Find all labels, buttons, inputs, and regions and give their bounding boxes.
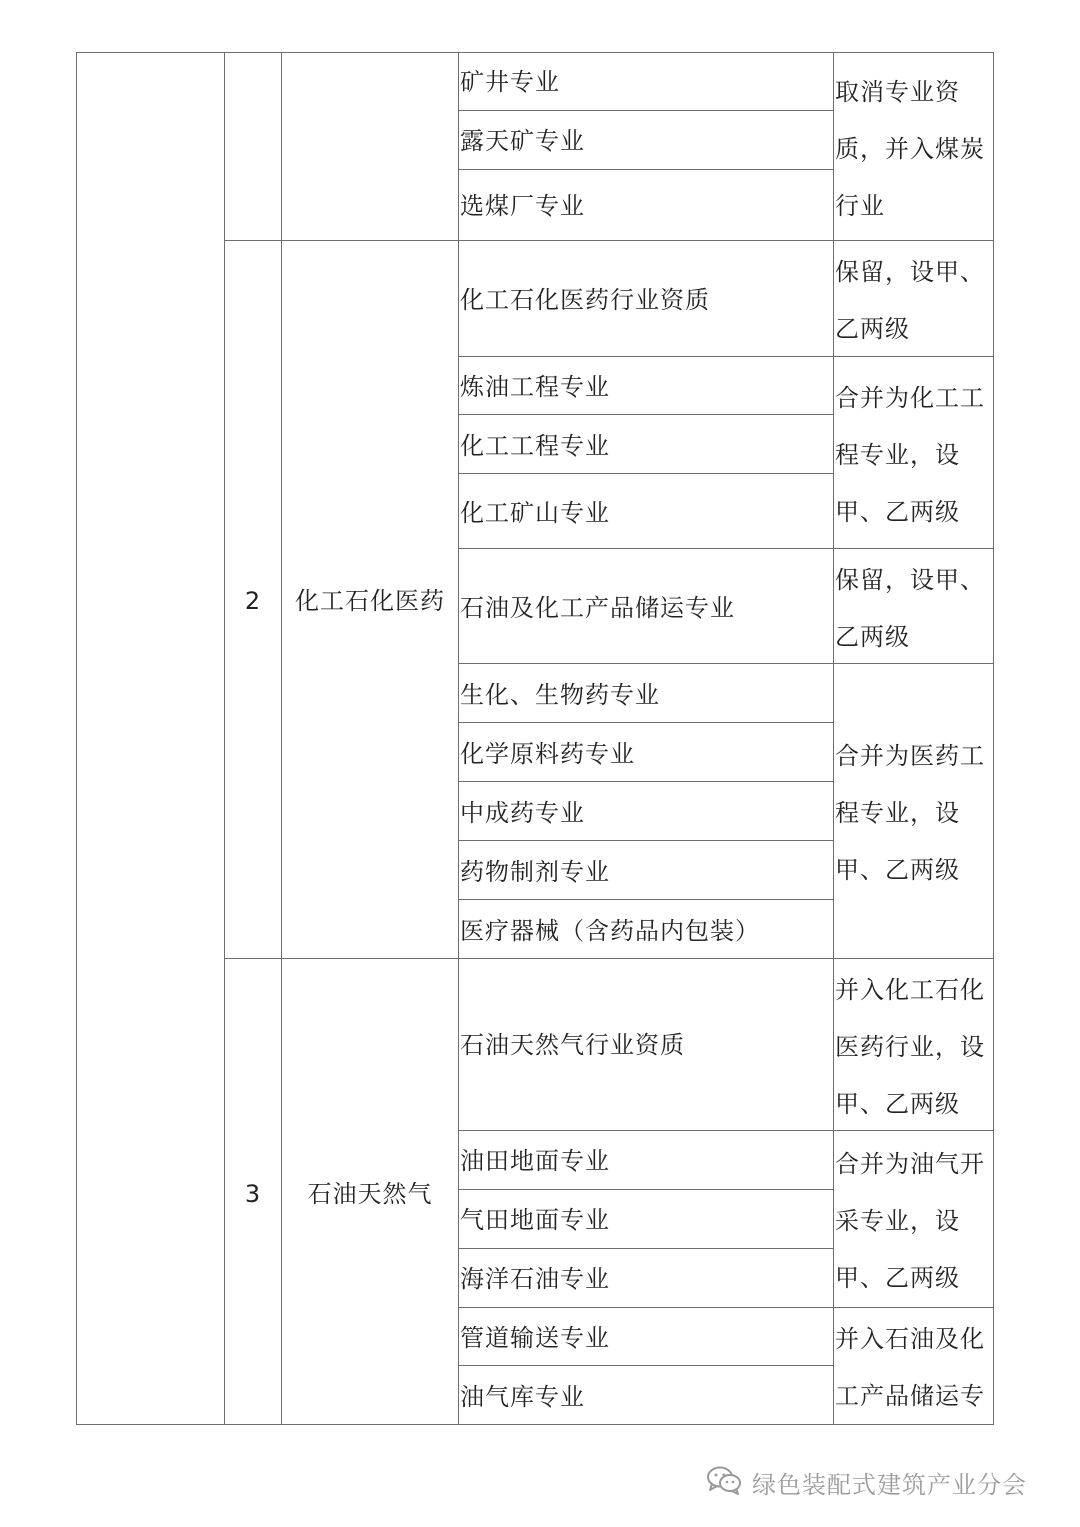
- table-cell-item: 医疗器械（含药品内包装）: [460, 917, 760, 945]
- table-cell-item: 生化、生物药专业: [460, 681, 660, 709]
- table-cell-item: 石油及化工产品储运专业: [460, 594, 735, 622]
- table-cell-item: 油气库专业: [460, 1383, 585, 1411]
- group-category: 化工石化医药: [295, 587, 445, 615]
- watermark: [706, 1462, 1027, 1502]
- table-cell-item: 药物制剂专业: [460, 858, 610, 886]
- wechat-icon: [706, 1465, 742, 1499]
- table-cell-item: 选煤厂专业: [460, 192, 585, 220]
- table-cell-item: 化学原料药专业: [460, 740, 635, 768]
- table-border: [833, 52, 834, 1425]
- group-category: 石油天然气: [307, 1180, 433, 1208]
- table-cell-item: 露天矿专业: [460, 127, 585, 155]
- watermark-text: 绿色装配式建筑产业分会: [752, 1470, 1027, 1499]
- group-divider: [224, 240, 994, 241]
- table-cell-item: 化工矿山专业: [460, 499, 610, 527]
- table-cell-note: 合并为油气开采专业，设甲、乙两级: [835, 1150, 985, 1292]
- table-border: [76, 52, 77, 1425]
- table-cell-item: 中成药专业: [460, 799, 585, 827]
- group-number: 2: [244, 587, 262, 615]
- table-cell-item: 化工工程专业: [460, 432, 610, 460]
- table-cell-note: 合并为化工工程专业，设甲、乙两级: [835, 384, 985, 526]
- table-cell-note: 并入化工石化医药行业，设甲、乙两级: [835, 976, 985, 1118]
- table-cell-item: 矿井专业: [460, 68, 560, 96]
- table-cell-item: 油田地面专业: [460, 1147, 610, 1175]
- table-border: [993, 52, 994, 1425]
- table-cell-item: 管道输送专业: [460, 1324, 610, 1352]
- table-border: [76, 52, 994, 53]
- table-cell-item: 海洋石油专业: [460, 1265, 610, 1293]
- table-cell-note: 保留，设甲、乙两级: [835, 258, 985, 343]
- table-border: [458, 52, 459, 1425]
- table-cell-note: 合并为医药工程专业，设甲、乙两级: [835, 742, 985, 884]
- table-cell-item: 气田地面专业: [460, 1206, 610, 1234]
- table-cell-note: 取消专业资质，并入煤炭行业: [835, 78, 985, 220]
- row-divider: [458, 548, 994, 549]
- table-cell-note: 保留，设甲、乙两级: [835, 566, 985, 651]
- table-cell-item: 石油天然气行业资质: [460, 1031, 685, 1059]
- group-number: 3: [244, 1180, 262, 1208]
- table-cell-item: 炼油工程专业: [460, 373, 610, 401]
- table-cell-note: 并入石油及化工产品储运专: [835, 1325, 985, 1410]
- table-cell-item: 化工石化医药行业资质: [460, 286, 710, 314]
